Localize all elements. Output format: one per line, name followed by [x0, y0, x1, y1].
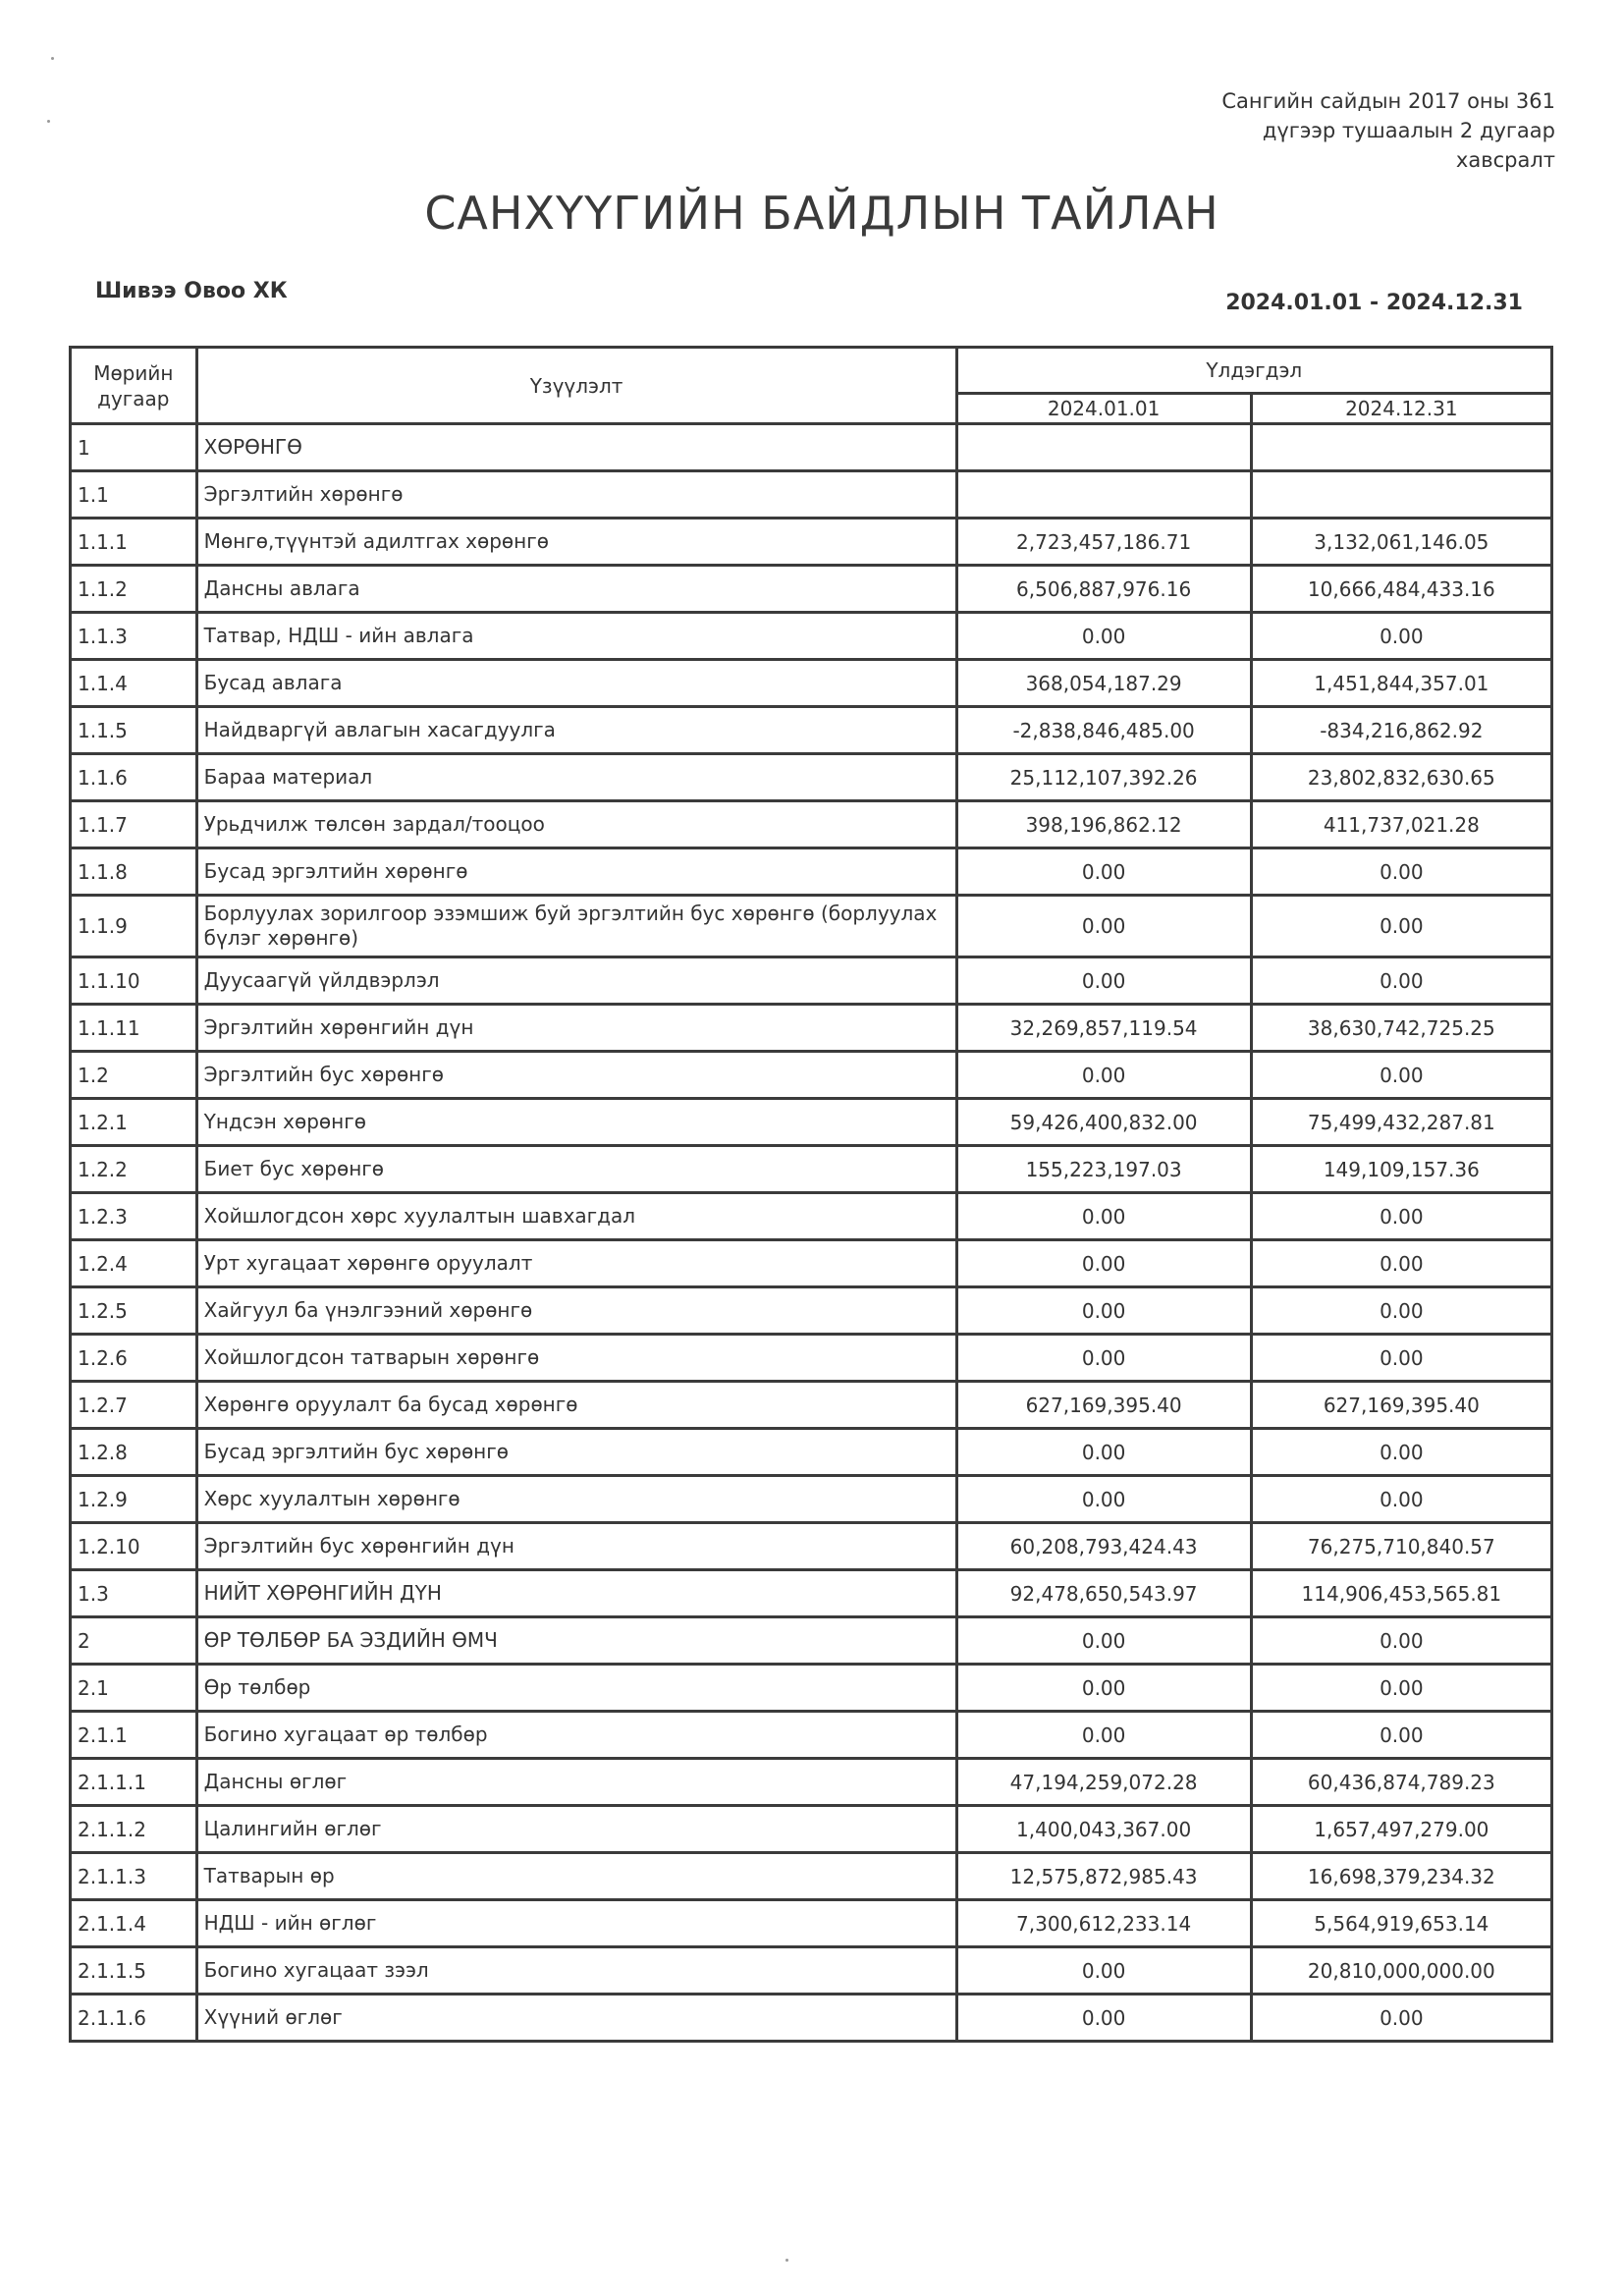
row-value-end-cell: 0.00 [1251, 1193, 1551, 1240]
row-number-cell: 2.1.1.3 [71, 1853, 197, 1900]
row-indicator-cell: Хөрс хуулалтын хөрөнгө [196, 1476, 956, 1523]
row-value-end-cell: 0.00 [1251, 1335, 1551, 1382]
table-row [71, 848, 1552, 896]
row-value-end-cell: 60,436,874,789.23 [1251, 1759, 1551, 1806]
row-indicator-cell: Борлуулах зорилгоор эзэмшиж буй эргэлтийн бус хөрөнгө (борлуулах бүлэг хөрөнгө) [196, 896, 956, 957]
row-number-cell: 1.1.6 [71, 754, 197, 801]
row-number-cell: 1.1.8 [71, 848, 197, 896]
table-row [71, 1759, 1552, 1806]
table-row [71, 1193, 1552, 1240]
row-value-end-cell: 23,802,832,630.65 [1251, 754, 1551, 801]
row-number-cell: 1.3 [71, 1570, 197, 1617]
row-value-start-cell: 12,575,872,985.43 [956, 1853, 1251, 1900]
row-value-start-cell: 368,054,187.29 [956, 660, 1251, 707]
row-value-end-cell [1251, 424, 1551, 471]
row-number-cell: 2.1.1.6 [71, 1995, 197, 2042]
row-value-start-cell: 7,300,612,233.14 [956, 1900, 1251, 1947]
row-number-cell: 2.1.1.4 [71, 1900, 197, 1947]
row-indicator-cell: Бусад авлага [196, 660, 956, 707]
row-value-end-cell [1251, 471, 1551, 519]
row-value-start-cell: 60,208,793,424.43 [956, 1523, 1251, 1570]
row-number-cell: 1.2.2 [71, 1146, 197, 1193]
row-value-start-cell: 1,400,043,367.00 [956, 1806, 1251, 1853]
row-value-start-cell: 0.00 [956, 1617, 1251, 1665]
row-value-end-cell: 0.00 [1251, 1240, 1551, 1287]
row-number-cell: 2.1 [71, 1665, 197, 1712]
row-number-cell: 1.2.1 [71, 1099, 197, 1146]
row-value-start-cell: 0.00 [956, 1995, 1251, 2042]
row-indicator-cell: Хойшлогдсон татварын хөрөнгө [196, 1335, 956, 1382]
row-number-cell: 1.2.7 [71, 1382, 197, 1429]
scan-speck [51, 57, 54, 60]
row-value-end-cell: 411,737,021.28 [1251, 801, 1551, 848]
row-number-cell: 1.1.7 [71, 801, 197, 848]
row-value-start-cell: 0.00 [956, 896, 1251, 957]
balance-sheet-table [69, 346, 1553, 2043]
table-row [71, 1947, 1552, 1995]
row-indicator-cell: Урьдчилж төлсөн зардал/тооцоо [196, 801, 956, 848]
table-row [71, 1429, 1552, 1476]
table-row [71, 1335, 1552, 1382]
table-row [71, 1476, 1552, 1523]
row-value-start-cell: 398,196,862.12 [956, 801, 1251, 848]
scan-speck [47, 120, 50, 123]
row-indicator-cell: НИЙТ ХӨРӨНГИЙН ДҮН [196, 1570, 956, 1617]
table-row [71, 1570, 1552, 1617]
row-value-end-cell: 0.00 [1251, 1712, 1551, 1759]
table-row [71, 1523, 1552, 1570]
row-value-end-cell: 5,564,919,653.14 [1251, 1900, 1551, 1947]
row-indicator-cell: Цалингийн өглөг [196, 1806, 956, 1853]
row-value-end-cell: 0.00 [1251, 1476, 1551, 1523]
row-value-start-cell [956, 471, 1251, 519]
row-value-end-cell: 0.00 [1251, 1665, 1551, 1712]
row-value-end-cell: 1,657,497,279.00 [1251, 1806, 1551, 1853]
annex-line: Сангийн сайдын 2017 оны 361 [1221, 89, 1555, 113]
row-indicator-cell: Бараа материал [196, 754, 956, 801]
header-date-end: 2024.12.31 [1251, 394, 1551, 424]
row-value-start-cell [956, 424, 1251, 471]
row-indicator-cell: Мөнгө,түүнтэй адилтгах хөрөнгө [196, 519, 956, 566]
row-number-cell: 2.1.1.5 [71, 1947, 197, 1995]
row-indicator-cell: Урт хугацаат хөрөнгө оруулалт [196, 1240, 956, 1287]
row-indicator-cell: ХӨРӨНГӨ [196, 424, 956, 471]
row-value-end-cell: 10,666,484,433.16 [1251, 566, 1551, 613]
row-indicator-cell: Богино хугацаат өр төлбөр [196, 1712, 956, 1759]
table-row [71, 1005, 1552, 1052]
row-value-start-cell: 0.00 [956, 1240, 1251, 1287]
row-indicator-cell: Эргэлтийн бус хөрөнгийн дүн [196, 1523, 956, 1570]
row-value-end-cell: 0.00 [1251, 1287, 1551, 1335]
row-value-end-cell: 149,109,157.36 [1251, 1146, 1551, 1193]
row-indicator-cell: Хөрөнгө оруулалт ба бусад хөрөнгө [196, 1382, 956, 1429]
row-value-start-cell: 0.00 [956, 1476, 1251, 1523]
row-number-cell: 2.1.1 [71, 1712, 197, 1759]
row-value-start-cell: 47,194,259,072.28 [956, 1759, 1251, 1806]
row-value-end-cell: 627,169,395.40 [1251, 1382, 1551, 1429]
table-row [71, 613, 1552, 660]
table-row [71, 471, 1552, 519]
row-value-start-cell: 0.00 [956, 1193, 1251, 1240]
table-row [71, 1099, 1552, 1146]
row-indicator-cell: Найдваргүй авлагын хасагдуулга [196, 707, 956, 754]
row-indicator-cell: Татварын өр [196, 1853, 956, 1900]
table-row [71, 1806, 1552, 1853]
table-row [71, 660, 1552, 707]
row-number-cell: 1.2.3 [71, 1193, 197, 1240]
row-indicator-cell: Бусад эргэлтийн бус хөрөнгө [196, 1429, 956, 1476]
row-value-end-cell: 0.00 [1251, 957, 1551, 1005]
annex-line: дүгээр тушаалын 2 дугаар [1262, 119, 1555, 142]
row-number-cell: 1.2 [71, 1052, 197, 1099]
row-value-start-cell: 6,506,887,976.16 [956, 566, 1251, 613]
row-value-start-cell: 0.00 [956, 848, 1251, 896]
table-row [71, 424, 1552, 471]
row-number-cell: 1.1.9 [71, 896, 197, 957]
row-indicator-cell: Үндсэн хөрөнгө [196, 1099, 956, 1146]
row-value-end-cell: 0.00 [1251, 613, 1551, 660]
header-date-start: 2024.01.01 [956, 394, 1251, 424]
table-row [71, 707, 1552, 754]
row-value-end-cell: 16,698,379,234.32 [1251, 1853, 1551, 1900]
row-indicator-cell: Богино хугацаат зээл [196, 1947, 956, 1995]
row-value-end-cell: 0.00 [1251, 1429, 1551, 1476]
row-value-end-cell: 0.00 [1251, 848, 1551, 896]
row-number-cell: 1.2.10 [71, 1523, 197, 1570]
row-value-end-cell: -834,216,862.92 [1251, 707, 1551, 754]
table-row [71, 1712, 1552, 1759]
annex-line: хавсралт [1455, 148, 1555, 172]
row-number-cell: 1.1.2 [71, 566, 197, 613]
annex-note [1064, 86, 1555, 175]
table-body [71, 424, 1552, 2042]
row-value-start-cell: 0.00 [956, 1712, 1251, 1759]
row-indicator-cell: Хүүний өглөг [196, 1995, 956, 2042]
row-number-cell: 1.1.4 [71, 660, 197, 707]
row-indicator-cell: Дуусаагүй үйлдвэрлэл [196, 957, 956, 1005]
row-value-start-cell: 0.00 [956, 957, 1251, 1005]
row-value-start-cell: 2,723,457,186.71 [956, 519, 1251, 566]
row-number-cell: 2.1.1.1 [71, 1759, 197, 1806]
row-number-cell: 1 [71, 424, 197, 471]
header-indicator: Үзүүлэлт [196, 348, 956, 424]
row-indicator-cell: Эргэлтийн бус хөрөнгө [196, 1052, 956, 1099]
table-row [71, 1995, 1552, 2042]
row-value-start-cell: 32,269,857,119.54 [956, 1005, 1251, 1052]
row-number-cell: 2 [71, 1617, 197, 1665]
table-row [71, 566, 1552, 613]
row-indicator-cell: Татвар, НДШ - ийн авлага [196, 613, 956, 660]
row-indicator-cell: Хойшлогдсон хөрс хуулалтын шавхагдал [196, 1193, 956, 1240]
table-row [71, 1617, 1552, 1665]
row-number-cell: 1.1.3 [71, 613, 197, 660]
row-value-start-cell: 0.00 [956, 613, 1251, 660]
report-period: 2024.01.01 - 2024.12.31 [1225, 291, 1523, 315]
row-value-end-cell: 0.00 [1251, 1995, 1551, 2042]
header-row-number: Мөрийн дугаар [71, 348, 197, 424]
row-number-cell: 1.2.9 [71, 1476, 197, 1523]
row-number-cell: 1.1.10 [71, 957, 197, 1005]
row-indicator-cell: Дансны авлага [196, 566, 956, 613]
table-row [71, 896, 1552, 957]
row-value-start-cell: 92,478,650,543.97 [956, 1570, 1251, 1617]
row-indicator-cell: Эргэлтийн хөрөнгийн дүн [196, 1005, 956, 1052]
row-value-start-cell: 0.00 [956, 1665, 1251, 1712]
row-value-start-cell: 0.00 [956, 1429, 1251, 1476]
row-value-end-cell: 1,451,844,357.01 [1251, 660, 1551, 707]
company-name: Шивээ Овоо ХК [95, 279, 288, 303]
row-value-end-cell: 0.00 [1251, 1052, 1551, 1099]
row-value-end-cell: 3,132,061,146.05 [1251, 519, 1551, 566]
table-row [71, 1900, 1552, 1947]
table-row [71, 1146, 1552, 1193]
scan-speck [785, 2259, 788, 2262]
report-title: САНХҮҮГИЙН БАЙДЛЫН ТАЙЛАН [424, 187, 1219, 240]
row-indicator-cell: ӨР ТӨЛБӨР БА ЭЗДИЙН ӨМЧ [196, 1617, 956, 1665]
table-row [71, 801, 1552, 848]
row-value-start-cell: 0.00 [956, 1947, 1251, 1995]
row-number-cell: 1.1.11 [71, 1005, 197, 1052]
table-row [71, 1382, 1552, 1429]
row-indicator-cell: Биет бус хөрөнгө [196, 1146, 956, 1193]
row-number-cell: 1.2.4 [71, 1240, 197, 1287]
row-indicator-cell: Өр төлбөр [196, 1665, 956, 1712]
table-row [71, 1052, 1552, 1099]
row-value-end-cell: 75,499,432,287.81 [1251, 1099, 1551, 1146]
row-value-end-cell: 20,810,000,000.00 [1251, 1947, 1551, 1995]
row-number-cell: 1.1.1 [71, 519, 197, 566]
row-value-start-cell: -2,838,846,485.00 [956, 707, 1251, 754]
row-number-cell: 1.1.5 [71, 707, 197, 754]
table-row [71, 1853, 1552, 1900]
row-indicator-cell: НДШ - ийн өглөг [196, 1900, 956, 1947]
row-number-cell: 1.1 [71, 471, 197, 519]
row-value-start-cell: 0.00 [956, 1052, 1251, 1099]
row-value-start-cell: 0.00 [956, 1287, 1251, 1335]
row-value-end-cell: 0.00 [1251, 896, 1551, 957]
row-indicator-cell: Хайгуул ба үнэлгээний хөрөнгө [196, 1287, 956, 1335]
table-row [71, 519, 1552, 566]
row-value-end-cell: 0.00 [1251, 1617, 1551, 1665]
row-indicator-cell: Бусад эргэлтийн хөрөнгө [196, 848, 956, 896]
row-number-cell: 1.2.8 [71, 1429, 197, 1476]
table-row [71, 957, 1552, 1005]
row-value-start-cell: 0.00 [956, 1335, 1251, 1382]
row-value-end-cell: 38,630,742,725.25 [1251, 1005, 1551, 1052]
row-value-end-cell: 114,906,453,565.81 [1251, 1570, 1551, 1617]
table-row [71, 1240, 1552, 1287]
row-value-start-cell: 59,426,400,832.00 [956, 1099, 1251, 1146]
row-value-start-cell: 627,169,395.40 [956, 1382, 1251, 1429]
row-value-start-cell: 25,112,107,392.26 [956, 754, 1251, 801]
row-number-cell: 1.2.6 [71, 1335, 197, 1382]
row-indicator-cell: Эргэлтийн хөрөнгө [196, 471, 956, 519]
table-row [71, 754, 1552, 801]
row-number-cell: 1.2.5 [71, 1287, 197, 1335]
table-row [71, 1287, 1552, 1335]
row-value-start-cell: 155,223,197.03 [956, 1146, 1251, 1193]
row-value-end-cell: 76,275,710,840.57 [1251, 1523, 1551, 1570]
row-indicator-cell: Дансны өглөг [196, 1759, 956, 1806]
row-number-cell: 2.1.1.2 [71, 1806, 197, 1853]
table-row [71, 1665, 1552, 1712]
header-balance: Үлдэгдэл [956, 348, 1551, 394]
